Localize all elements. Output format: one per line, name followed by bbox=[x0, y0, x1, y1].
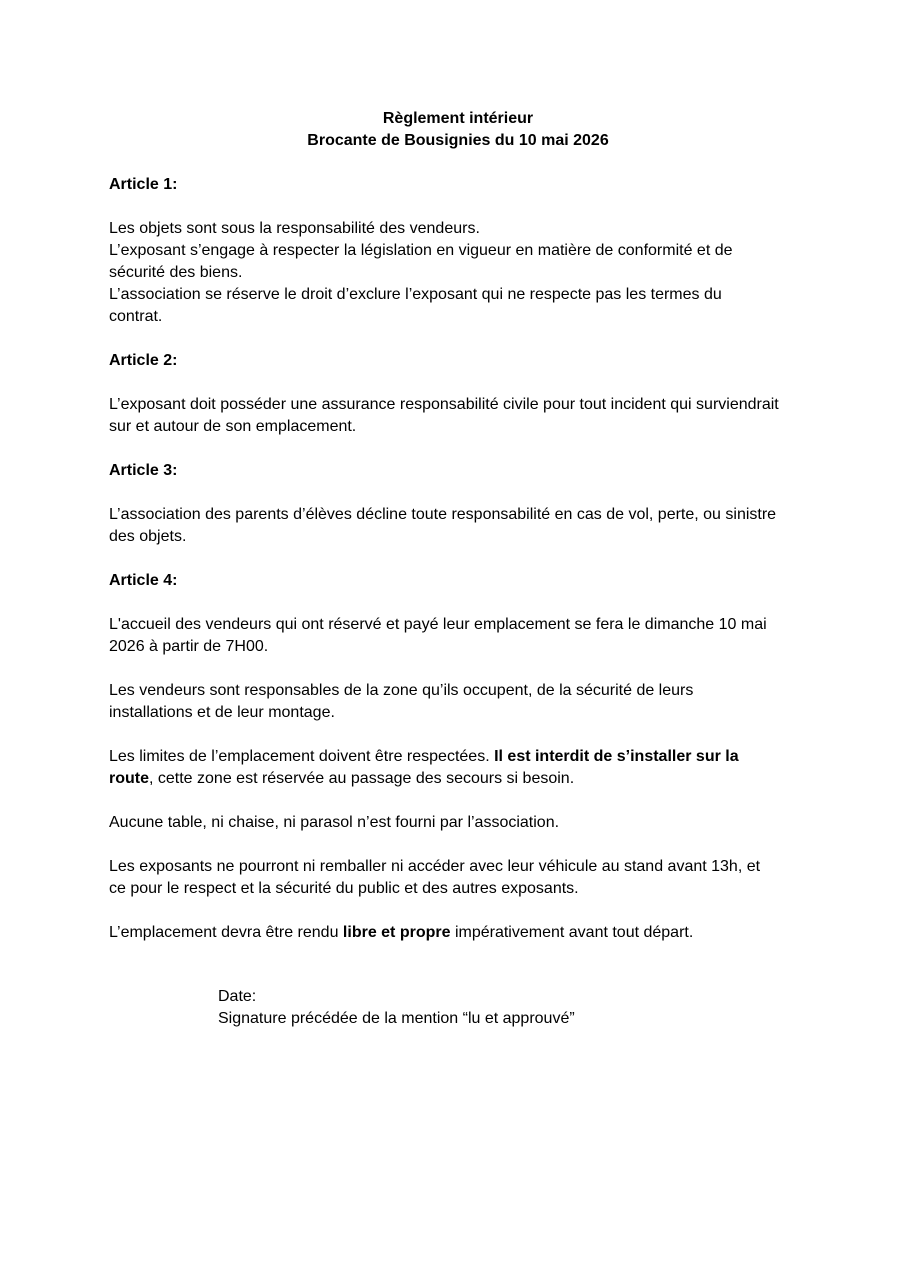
document-title-block bbox=[0, 108, 900, 152]
article-4-furniture-paragraph: Aucune table, ni chaise, ni parasol n’est fourni par l’association. bbox=[109, 814, 560, 831]
article-3-heading: Article 3: bbox=[109, 462, 178, 479]
limits-text: Les limites de l’emplacement doivent être respectées. bbox=[109, 748, 495, 765]
article-2-heading: Article 2: bbox=[109, 352, 178, 369]
clean-text: L’emplacement devra être rendu bbox=[109, 924, 343, 941]
article-4-packing-paragraph: Les exposants ne pourront ni remballer ni accéder avec leur véhicule au stand avant 13h, et ce pour le respect et la sécurité du public et des autres exposants. bbox=[109, 858, 761, 897]
article-1-line: L’association se réserve le droit d’exclure l’exposant qui ne respecte pas les termes du contrat. bbox=[109, 286, 722, 325]
article-3-paragraph: L’association des parents d’élèves décline toute responsabilité en cas de vol, perte, ou sinistre des objets. bbox=[109, 506, 777, 545]
clean-bold-text: libre et propre bbox=[342, 924, 451, 941]
document-subtitle: Brocante de Bousignies du 10 mai 2026 bbox=[307, 132, 609, 149]
limits-text-end: , cette zone est réservée au passage des secours si besoin. bbox=[149, 770, 575, 787]
article-1-line: L’exposant s’engage à respecter la législation en vigueur en matière de conformité et de sécurité des biens. bbox=[109, 242, 733, 281]
signature-block bbox=[218, 986, 778, 1030]
article-1-paragraph bbox=[109, 218, 779, 328]
article-4-limits-paragraph bbox=[109, 746, 779, 790]
article-4-clean-paragraph bbox=[109, 922, 779, 944]
document-body bbox=[109, 174, 779, 966]
article-4-welcome-paragraph: L'accueil des vendeurs qui ont réservé et payé leur emplacement se fera le dimanche 10 mai 2026 à partir de 7H00. bbox=[109, 616, 767, 655]
article-1-line: Les objets sont sous la responsabilité des vendeurs. bbox=[109, 220, 480, 237]
article-4-responsibility-paragraph: Les vendeurs sont responsables de la zone qu’ils occupent, de la sécurité de leurs installations et de leur montage. bbox=[109, 682, 694, 721]
document-title: Règlement intérieur bbox=[382, 110, 534, 127]
clean-text-end: impérativement avant tout départ. bbox=[450, 924, 694, 941]
signature-label: Signature précédée de la mention “lu et approuvé” bbox=[218, 1010, 575, 1027]
article-2-paragraph: L’exposant doit posséder une assurance responsabilité civile pour tout incident qui surviendrait sur et autour de son emplacement. bbox=[109, 396, 779, 435]
limits-bold-text: Il est interdit de s’installer sur la route bbox=[109, 748, 739, 787]
date-label: Date: bbox=[218, 988, 257, 1005]
article-4-heading: Article 4: bbox=[109, 572, 178, 589]
article-1-heading: Article 1: bbox=[109, 176, 178, 193]
